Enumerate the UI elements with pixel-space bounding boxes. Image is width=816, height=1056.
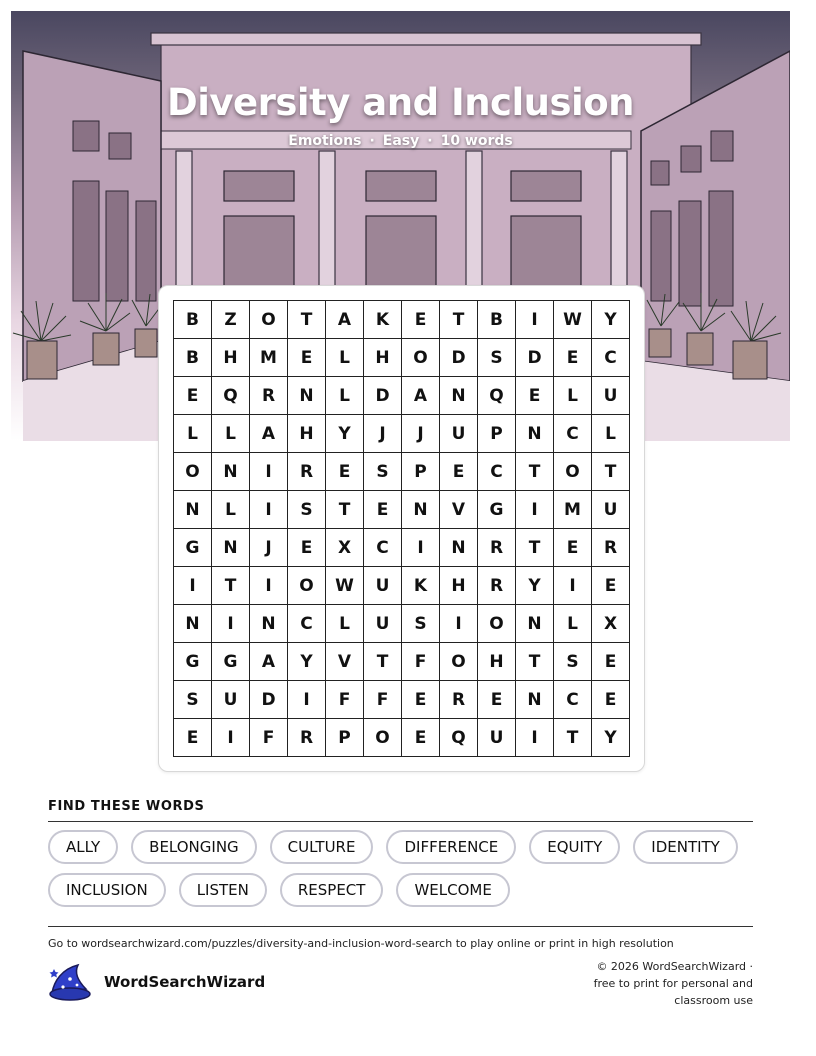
grid-cell[interactable]: I: [212, 719, 250, 757]
grid-cell[interactable]: V: [326, 643, 364, 681]
grid-cell[interactable]: I: [212, 605, 250, 643]
puzzle-meta: [11, 133, 790, 149]
grid-cell[interactable]: W: [554, 301, 592, 339]
grid-cell[interactable]: N: [250, 605, 288, 643]
grid-cell[interactable]: I: [516, 301, 554, 339]
grid-cell[interactable]: C: [554, 415, 592, 453]
grid-cell[interactable]: T: [592, 453, 630, 491]
copyright-line: free to print for personal and: [593, 977, 753, 990]
grid-cell[interactable]: E: [554, 339, 592, 377]
grid-cell[interactable]: E: [326, 453, 364, 491]
grid-cell[interactable]: N: [174, 491, 212, 529]
grid-cell[interactable]: N: [288, 377, 326, 415]
grid-cell[interactable]: O: [174, 453, 212, 491]
grid-cell[interactable]: C: [554, 681, 592, 719]
grid-cell[interactable]: U: [364, 605, 402, 643]
copyright: [573, 958, 753, 1009]
grid-cell[interactable]: P: [326, 719, 364, 757]
word-pill[interactable]: RESPECT: [280, 873, 384, 907]
grid-cell[interactable]: I: [516, 491, 554, 529]
grid-cell[interactable]: J: [402, 415, 440, 453]
grid-cell[interactable]: X: [592, 605, 630, 643]
grid-cell[interactable]: I: [288, 681, 326, 719]
grid-cell[interactable]: S: [288, 491, 326, 529]
grid-cell[interactable]: G: [212, 643, 250, 681]
grid-cell[interactable]: N: [212, 529, 250, 567]
grid-cell[interactable]: H: [288, 415, 326, 453]
grid-cell[interactable]: Y: [592, 719, 630, 757]
grid-cell[interactable]: E: [402, 301, 440, 339]
grid-cell[interactable]: P: [478, 415, 516, 453]
word-pill[interactable]: DIFFERENCE: [386, 830, 516, 864]
grid-cell[interactable]: P: [402, 453, 440, 491]
grid-cell[interactable]: S: [554, 643, 592, 681]
grid-cell[interactable]: I: [554, 567, 592, 605]
grid-cell[interactable]: Q: [440, 719, 478, 757]
grid-cell[interactable]: I: [250, 453, 288, 491]
grid-cell[interactable]: S: [402, 605, 440, 643]
grid-cell[interactable]: T: [364, 643, 402, 681]
grid-cell[interactable]: U: [592, 491, 630, 529]
grid-cell[interactable]: C: [364, 529, 402, 567]
grid-cell[interactable]: Z: [212, 301, 250, 339]
grid-cell[interactable]: N: [402, 491, 440, 529]
grid-cell[interactable]: G: [478, 491, 516, 529]
grid-cell[interactable]: E: [174, 377, 212, 415]
grid-cell[interactable]: O: [364, 719, 402, 757]
grid-cell[interactable]: N: [440, 377, 478, 415]
grid-cell[interactable]: E: [440, 453, 478, 491]
grid-cell[interactable]: N: [212, 453, 250, 491]
puzzle-category: Emotions: [288, 133, 362, 149]
grid-cell[interactable]: J: [364, 415, 402, 453]
grid-cell[interactable]: T: [554, 719, 592, 757]
grid-cell[interactable]: F: [326, 681, 364, 719]
grid-cell[interactable]: L: [554, 377, 592, 415]
grid-cell[interactable]: A: [326, 301, 364, 339]
grid-cell[interactable]: B: [174, 301, 212, 339]
grid-cell[interactable]: E: [592, 643, 630, 681]
grid-cell[interactable]: S: [174, 681, 212, 719]
grid-cell[interactable]: R: [250, 377, 288, 415]
grid-cell[interactable]: D: [516, 339, 554, 377]
grid-cell[interactable]: L: [592, 415, 630, 453]
grid-cell[interactable]: T: [288, 301, 326, 339]
grid-cell[interactable]: V: [440, 491, 478, 529]
grid-cell[interactable]: S: [478, 339, 516, 377]
grid-cell[interactable]: O: [554, 453, 592, 491]
brand-name: WordSearchWizard: [104, 973, 266, 991]
grid-cell[interactable]: E: [174, 719, 212, 757]
meta-separator: ·: [369, 133, 375, 149]
grid-cell[interactable]: T: [516, 453, 554, 491]
grid-cell[interactable]: J: [250, 529, 288, 567]
grid-cell[interactable]: G: [174, 643, 212, 681]
grid-cell[interactable]: I: [250, 491, 288, 529]
grid-cell[interactable]: M: [250, 339, 288, 377]
grid-cell[interactable]: C: [478, 453, 516, 491]
word-pill[interactable]: ALLY: [48, 830, 118, 864]
grid-cell[interactable]: I: [174, 567, 212, 605]
grid-cell[interactable]: U: [478, 719, 516, 757]
grid-cell[interactable]: E: [592, 567, 630, 605]
grid-cell[interactable]: D: [250, 681, 288, 719]
grid-cell[interactable]: R: [478, 529, 516, 567]
grid-cell[interactable]: L: [326, 377, 364, 415]
grid-cell[interactable]: Q: [212, 377, 250, 415]
grid-cell[interactable]: E: [478, 681, 516, 719]
grid-cell[interactable]: F: [250, 719, 288, 757]
divider: [48, 926, 753, 927]
word-pill[interactable]: BELONGING: [131, 830, 257, 864]
grid-cell[interactable]: R: [592, 529, 630, 567]
grid-cell[interactable]: N: [516, 681, 554, 719]
word-pill[interactable]: IDENTITY: [633, 830, 738, 864]
grid-cell[interactable]: G: [174, 529, 212, 567]
divider: [48, 821, 753, 822]
grid-cell[interactable]: L: [326, 605, 364, 643]
meta-separator: ·: [427, 133, 433, 149]
grid-cell[interactable]: A: [402, 377, 440, 415]
word-search-grid[interactable]: [173, 300, 630, 757]
word-search-card: [158, 285, 645, 772]
grid-cell[interactable]: H: [478, 643, 516, 681]
grid-cell[interactable]: O: [402, 339, 440, 377]
grid-cell[interactable]: I: [250, 567, 288, 605]
copyright-line: © 2026 WordSearchWizard ·: [596, 960, 753, 973]
grid-cell[interactable]: E: [554, 529, 592, 567]
grid-cell[interactable]: N: [516, 415, 554, 453]
grid-cell[interactable]: W: [326, 567, 364, 605]
grid-cell[interactable]: N: [174, 605, 212, 643]
grid-cell[interactable]: O: [440, 643, 478, 681]
word-pill[interactable]: CULTURE: [270, 830, 374, 864]
grid-cell[interactable]: R: [288, 719, 326, 757]
grid-cell[interactable]: U: [592, 377, 630, 415]
grid-cell[interactable]: T: [326, 491, 364, 529]
grid-cell[interactable]: U: [440, 415, 478, 453]
word-bank-heading: FIND THESE WORDS: [48, 799, 205, 814]
brand[interactable]: [48, 963, 265, 1001]
grid-cell[interactable]: C: [592, 339, 630, 377]
wizard-hat-icon: [48, 963, 92, 1001]
grid-cell[interactable]: L: [554, 605, 592, 643]
grid-cell[interactable]: T: [440, 301, 478, 339]
word-pill[interactable]: EQUITY: [529, 830, 620, 864]
grid-cell[interactable]: U: [364, 567, 402, 605]
grid-cell[interactable]: L: [326, 339, 364, 377]
copyright-line: classroom use: [674, 994, 753, 1007]
grid-cell[interactable]: B: [478, 301, 516, 339]
grid-cell[interactable]: R: [288, 453, 326, 491]
grid-cell[interactable]: C: [288, 605, 326, 643]
grid-cell[interactable]: T: [212, 567, 250, 605]
grid-cell[interactable]: D: [364, 377, 402, 415]
word-bank: [48, 830, 768, 907]
word-pill[interactable]: INCLUSION: [48, 873, 166, 907]
grid-cell[interactable]: K: [364, 301, 402, 339]
grid-cell[interactable]: U: [212, 681, 250, 719]
grid-cell[interactable]: B: [174, 339, 212, 377]
grid-cell[interactable]: L: [174, 415, 212, 453]
grid-cell[interactable]: N: [516, 605, 554, 643]
grid-cell[interactable]: Y: [326, 415, 364, 453]
grid-cell[interactable]: T: [516, 643, 554, 681]
grid-cell[interactable]: F: [364, 681, 402, 719]
grid-cell[interactable]: E: [364, 491, 402, 529]
grid-cell[interactable]: R: [440, 681, 478, 719]
grid-cell[interactable]: X: [326, 529, 364, 567]
grid-cell[interactable]: Y: [592, 301, 630, 339]
grid-cell[interactable]: L: [212, 491, 250, 529]
grid-cell[interactable]: N: [440, 529, 478, 567]
grid-cell[interactable]: Y: [516, 567, 554, 605]
grid-cell[interactable]: E: [402, 681, 440, 719]
grid-cell[interactable]: K: [402, 567, 440, 605]
grid-cell[interactable]: I: [402, 529, 440, 567]
grid-cell[interactable]: L: [212, 415, 250, 453]
grid-cell[interactable]: E: [288, 529, 326, 567]
footer-link[interactable]: Go to wordsearchwizard.com/puzzles/diversity-and-inclusion-word-search to play online or print in high resolution: [48, 937, 674, 950]
grid-cell[interactable]: E: [516, 377, 554, 415]
puzzle-difficulty: Easy: [382, 133, 420, 149]
grid-cell[interactable]: H: [440, 567, 478, 605]
puzzle-word-count: 10 words: [440, 133, 513, 149]
grid-cell[interactable]: A: [250, 643, 288, 681]
grid-cell[interactable]: I: [516, 719, 554, 757]
grid-cell[interactable]: E: [592, 681, 630, 719]
grid-cell[interactable]: Q: [478, 377, 516, 415]
word-pill[interactable]: LISTEN: [179, 873, 267, 907]
grid-cell[interactable]: E: [402, 719, 440, 757]
grid-cell[interactable]: T: [516, 529, 554, 567]
grid-cell[interactable]: E: [288, 339, 326, 377]
grid-cell[interactable]: I: [440, 605, 478, 643]
grid-cell[interactable]: R: [478, 567, 516, 605]
word-pill[interactable]: WELCOME: [396, 873, 509, 907]
grid-cell[interactable]: O: [250, 301, 288, 339]
grid-cell[interactable]: A: [250, 415, 288, 453]
grid-cell[interactable]: D: [440, 339, 478, 377]
grid-cell[interactable]: H: [212, 339, 250, 377]
grid-cell[interactable]: O: [478, 605, 516, 643]
grid-cell[interactable]: S: [364, 453, 402, 491]
grid-cell[interactable]: F: [402, 643, 440, 681]
puzzle-title: Diversity and Inclusion: [167, 81, 634, 124]
grid-cell[interactable]: H: [364, 339, 402, 377]
grid-cell[interactable]: O: [288, 567, 326, 605]
grid-cell[interactable]: Y: [288, 643, 326, 681]
grid-cell[interactable]: M: [554, 491, 592, 529]
